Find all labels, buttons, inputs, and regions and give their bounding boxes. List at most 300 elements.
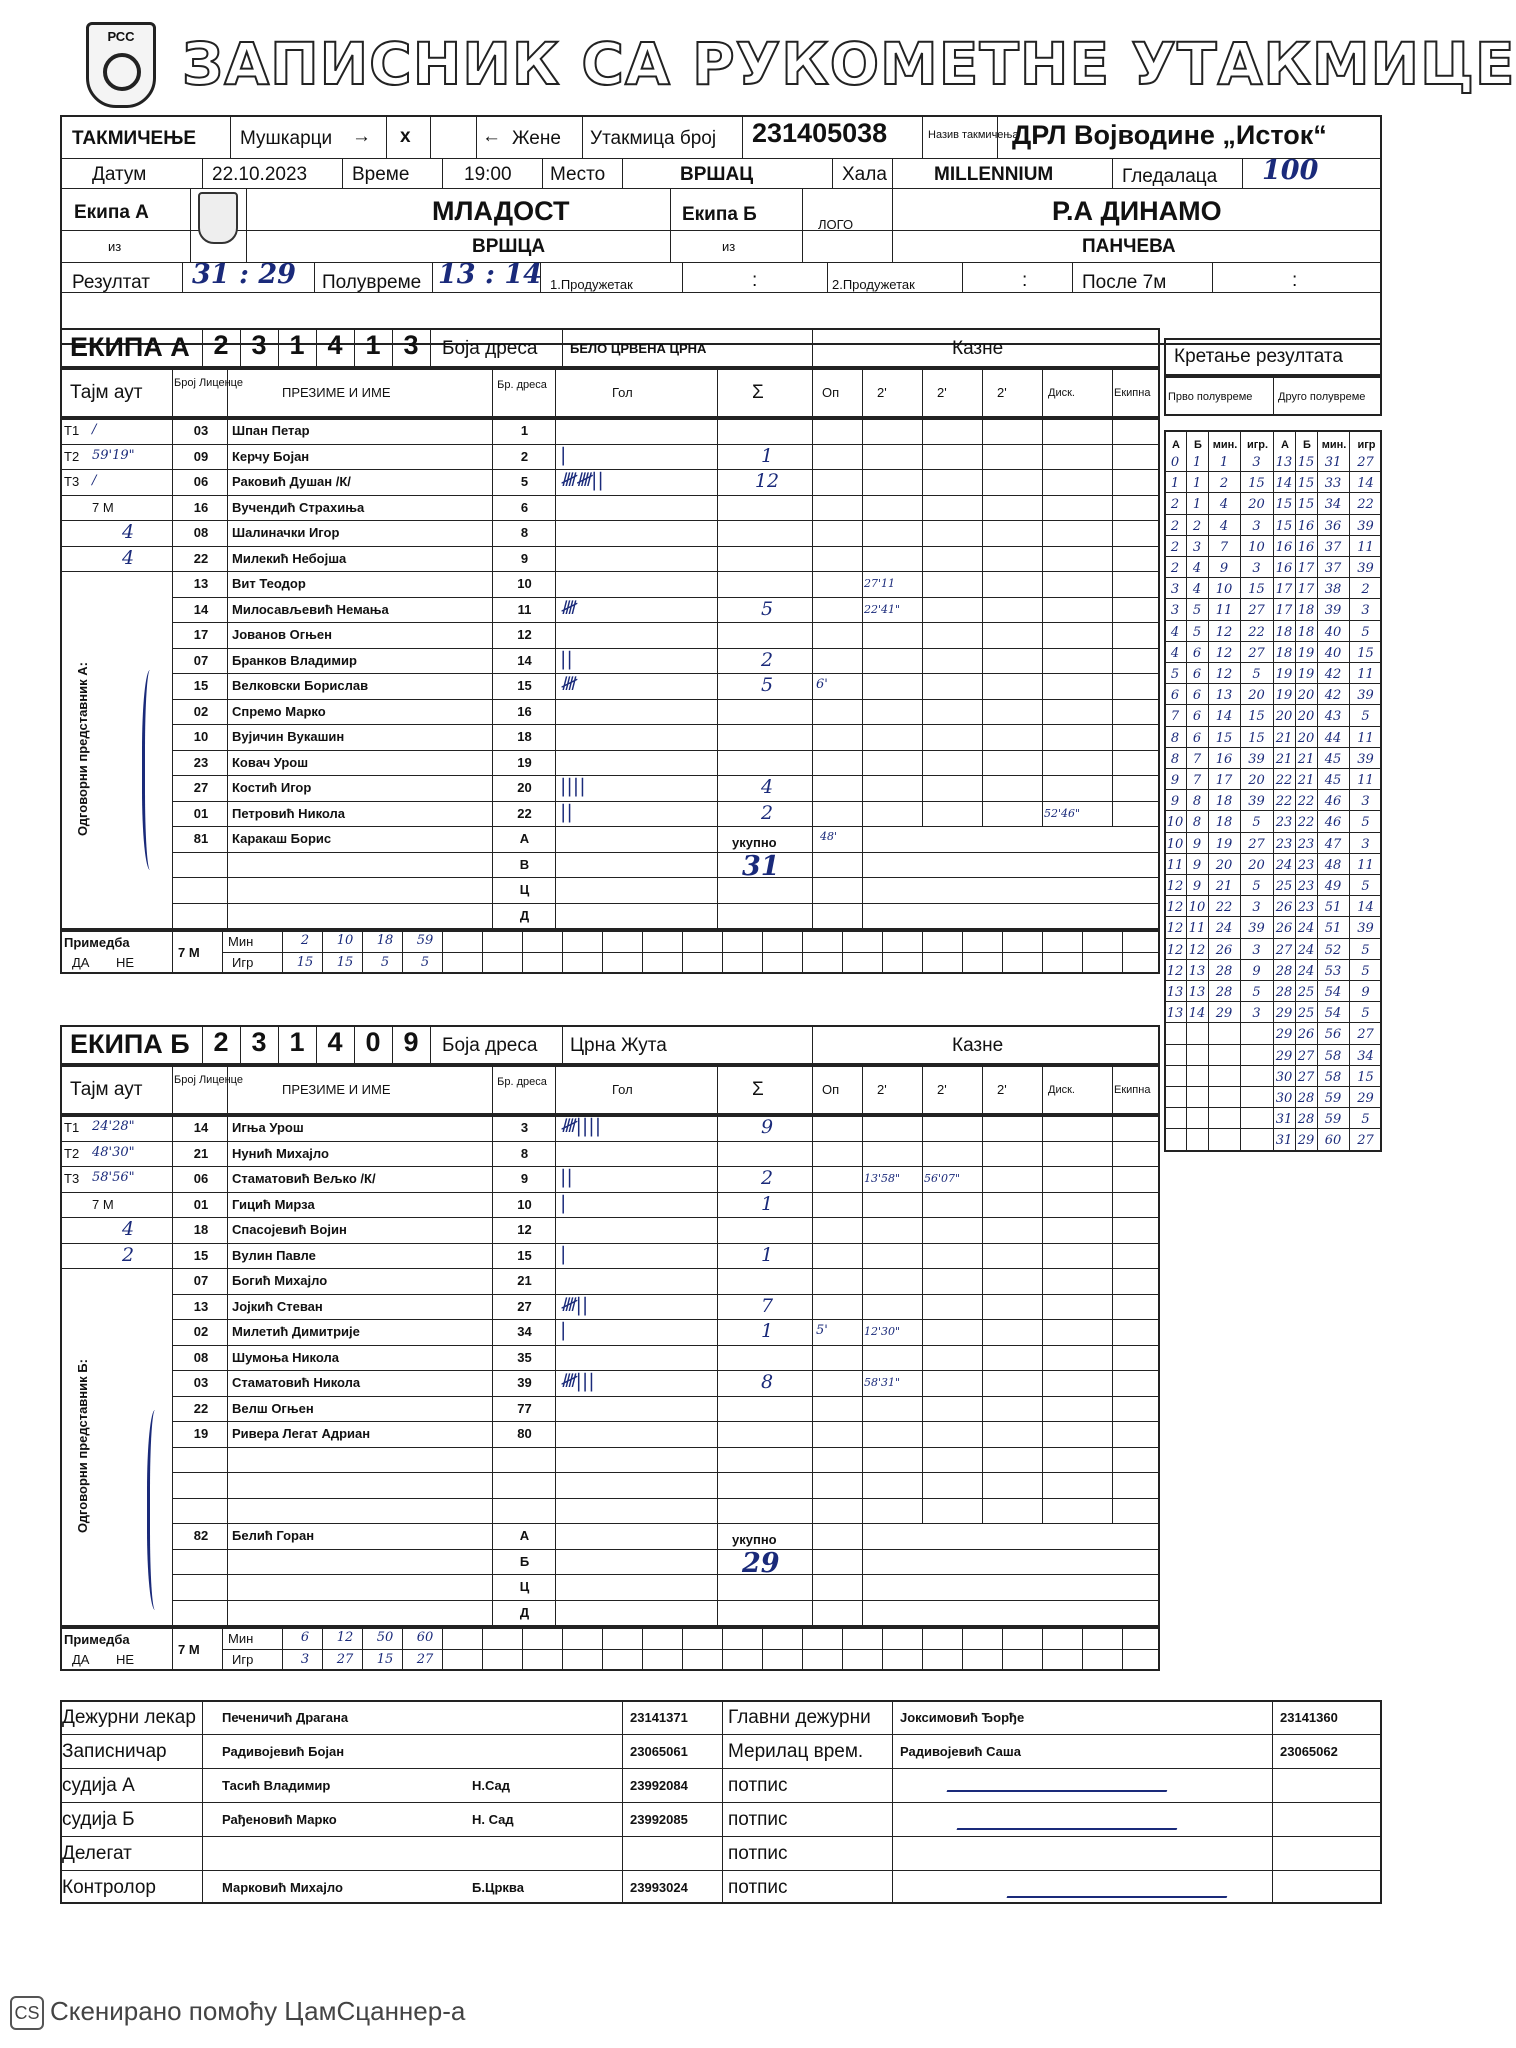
progress-second-cell: 9 — [1361, 985, 1370, 1000]
grid-line — [1164, 577, 1382, 578]
grid-line — [622, 158, 623, 188]
grid-line — [172, 368, 173, 418]
progress-second-cell: 58 — [1324, 1048, 1342, 1064]
staff-id: 23993024 — [630, 1880, 688, 1895]
grid-line — [562, 1025, 563, 1065]
progress-first-cell: 5 — [1192, 624, 1202, 640]
controller-signature — [1007, 1868, 1238, 1898]
progress-first-cell: 6 — [1192, 730, 1202, 746]
team_a-code-digit: 1 — [365, 330, 381, 360]
progress-first-cell: 5 — [1252, 667, 1261, 682]
team_a-player-goal-tally: 𝍸 — [560, 596, 576, 619]
team_a-player-number: 20 — [517, 780, 532, 795]
progress-first-cell: 1 — [1192, 497, 1202, 513]
progress-second-cell: 11 — [1357, 539, 1374, 555]
team_a-official-role: В — [519, 856, 530, 872]
progress-first-cell: 12 — [1215, 667, 1233, 682]
team_a-player-goal-tally: || — [560, 647, 573, 670]
grid-line — [432, 262, 433, 292]
progress-second-cell: 20 — [1275, 709, 1293, 725]
team_a-player-name: Бранков Владимир — [232, 652, 357, 668]
grid-line — [172, 826, 173, 928]
grid-line — [555, 1523, 556, 1625]
progress-first-cell: 4 — [1170, 624, 1180, 640]
grid-line — [882, 1627, 883, 1671]
grid-line — [522, 1627, 523, 1671]
team_a-7m-value: 4 — [122, 546, 135, 569]
team_a-official-warning: 48' — [820, 830, 838, 843]
match-sheet — [52, 10, 1516, 1920]
team_a-player-goal-tally: | — [560, 443, 567, 466]
grid-line — [202, 1700, 203, 1904]
progress-second-cell: 58 — [1324, 1069, 1342, 1085]
progress-second-cell: 48 — [1324, 857, 1342, 873]
progress-second-cell: 2 — [1361, 582, 1370, 598]
team_a-col-team: Екипна — [1114, 387, 1151, 399]
staff-role-2: потпис — [728, 1775, 788, 1796]
team_a-official-role: Ц — [519, 882, 530, 897]
progress-second-cell: 11 — [1357, 857, 1374, 873]
progress-second-cell: 25 — [1297, 1006, 1315, 1022]
team_b-player-goal-sum: 7 — [760, 1294, 774, 1317]
grid-line — [1164, 641, 1382, 642]
team_b-total-label: укупно — [732, 1532, 777, 1547]
progress-second-cell: 18 — [1297, 624, 1315, 640]
team_b-7m-min-label: Мин — [228, 1631, 254, 1646]
team_b-player-number: 35 — [517, 1349, 532, 1365]
staff-role: судија Б — [62, 1809, 135, 1830]
staff-role-2: Мерилац врем. — [728, 1741, 864, 1762]
progress-second-cell: 29 — [1275, 1027, 1293, 1043]
camscanner-icon: CS — [10, 1996, 44, 2030]
grid-line — [442, 930, 443, 974]
progress-second-cell: 25 — [1275, 879, 1293, 894]
team_a-timeout-value: 59'19" — [92, 447, 135, 463]
team-a-from-label: из — [108, 239, 122, 254]
grid-line — [1242, 158, 1243, 188]
scan-note — [10, 1996, 465, 2030]
team_a-7m-min-label: Мин — [228, 934, 254, 949]
progress-first-cell: 1 — [1192, 476, 1202, 492]
grid-line — [442, 1627, 443, 1671]
grid-line — [402, 930, 403, 974]
progress-second-cell: 24 — [1297, 963, 1315, 979]
grid-line — [172, 1498, 1160, 1499]
progress-first-cell: 24 — [1215, 921, 1233, 937]
team_b-col-license: Број Лиценце — [174, 1074, 243, 1086]
progress-first-cell: 14 — [1188, 1006, 1206, 1022]
team_a-7m-igr-value: 15 — [336, 955, 354, 970]
grid-line — [60, 495, 172, 496]
team_a-official-name: Каракаш Борис — [232, 831, 332, 846]
progress-second-cell: 3 — [1361, 836, 1370, 852]
grid-line — [1164, 853, 1382, 854]
team_a-player-goal-sum: 4 — [760, 776, 774, 798]
team_a-player-name: Јованов Огњен — [232, 627, 333, 642]
team_a-player-license: 17 — [193, 627, 209, 642]
team_a-code-digit: 4 — [327, 330, 343, 360]
progress-second-cell: 15 — [1297, 497, 1315, 513]
team_b-7m-igr-value: 27 — [416, 1652, 434, 1667]
match-date: 22.10.2023 — [212, 164, 308, 185]
team_b-player-name: Спасојевић Војин — [232, 1222, 347, 1237]
team_b-col-team: Екипна — [1114, 1084, 1151, 1096]
team_b-code-digit: 3 — [251, 1027, 267, 1057]
progress-first-cell: 3 — [1252, 900, 1261, 916]
progress-second-cell: 39 — [1324, 603, 1342, 619]
progress-first-cell: 3 — [1252, 942, 1261, 958]
grid-line — [1042, 1627, 1043, 1671]
competition-x-mark: x — [400, 126, 411, 147]
team_a-player-number: 10 — [517, 576, 532, 591]
team_b-player-warning: 5' — [816, 1323, 828, 1338]
team_a-player-license: 02 — [193, 703, 209, 719]
team_a-player-warning: 6' — [816, 677, 828, 692]
team_b-official-role: А — [519, 1528, 530, 1543]
progress-first-cell: 2 — [1192, 518, 1202, 534]
team_b-7m-igr-label: Игр — [232, 1652, 254, 1667]
team_a-total-label: укупно — [732, 835, 777, 850]
team_b-col-2min-3: 2' — [997, 1082, 1007, 1097]
grid-line — [1164, 810, 1382, 811]
grid-line — [562, 930, 563, 974]
grid-line — [1164, 1150, 1382, 1151]
staff-name-2: Радивојевић Саша — [900, 1744, 1021, 1759]
grid-line — [430, 1025, 431, 1065]
referee-a-signature — [947, 1762, 1178, 1792]
team_b-player-number: 21 — [517, 1273, 532, 1288]
progress-second-cell: 5 — [1361, 942, 1370, 958]
progress-first-cell: 3 — [1252, 455, 1261, 470]
progress-second-cell: 34 — [1357, 1048, 1374, 1064]
progress-second-cell: 29 — [1275, 1006, 1293, 1022]
staff-city: Н. Сад — [472, 1812, 514, 1827]
progress-second-cell: 31 — [1275, 1112, 1293, 1128]
team_a-player-number: 1 — [520, 423, 529, 438]
team_a-timeout-value: / — [92, 473, 97, 488]
staff-city: Б.Црква — [472, 1880, 524, 1895]
match-number-label: Утакмица број — [590, 128, 717, 149]
team_a-player-goal-tally: 𝍸 — [560, 673, 576, 695]
team_b-player-number: 27 — [517, 1298, 532, 1314]
grid-line — [862, 1523, 863, 1625]
progress-first-cell: 15 — [1248, 730, 1265, 746]
team_b-col-name: ПРЕЗИМЕ И ИМЕ — [282, 1082, 391, 1097]
result-label: Резултат — [72, 272, 150, 293]
grid-line — [1164, 1001, 1382, 1002]
grid-line — [1164, 1128, 1382, 1129]
progress-first-cell: 4 — [1219, 518, 1229, 534]
progress-second-cell: 38 — [1324, 582, 1342, 598]
progress-second-cell: 22 — [1297, 815, 1315, 831]
grid-line — [1164, 895, 1382, 896]
progress-first-cell: 26 — [1215, 942, 1233, 958]
progress-second-cell: 31 — [1275, 1133, 1293, 1149]
progress-first-cell: 20 — [1248, 857, 1265, 873]
staff-name: Марковић Михајло — [222, 1880, 343, 1895]
handball-icon — [103, 53, 141, 91]
grid-line — [962, 1627, 963, 1671]
progress-second-cell: 47 — [1324, 836, 1342, 852]
progress-second-cell: 18 — [1297, 603, 1315, 619]
team_a-col-2min-2: 2' — [937, 385, 947, 400]
grid-line — [476, 115, 477, 158]
team_b-code-digit: 2 — [213, 1027, 229, 1057]
team-a-logo — [198, 192, 238, 244]
grid-line — [922, 930, 923, 974]
grid-line — [1002, 930, 1003, 974]
team_a-official-license: 81 — [193, 831, 209, 846]
grid-line — [1072, 262, 1073, 292]
final-result: 31 : 29 — [192, 259, 296, 290]
team_b-player-number: 34 — [517, 1324, 532, 1339]
team_b-col-jersey: Бр. дреса — [497, 1076, 547, 1088]
progress-second-cell: 16 — [1297, 518, 1315, 534]
progress-first-cell: 15 — [1248, 709, 1265, 725]
progress-second-cell: 43 — [1324, 709, 1342, 725]
team_a-player-goal-sum: 1 — [760, 444, 774, 467]
progress-second-cell: 54 — [1324, 1006, 1342, 1022]
team_b-player-license: 18 — [193, 1222, 209, 1237]
grid-line — [670, 188, 671, 262]
progress-second-cell: 40 — [1324, 645, 1342, 661]
team_a-player-number: 14 — [517, 652, 532, 668]
team_b-player-name: Стаматовић Никола — [232, 1375, 361, 1390]
team_b-player-goal-sum: 1 — [760, 1192, 774, 1215]
progress-first-cell: 4 — [1219, 497, 1229, 513]
staff-role-2: потпис — [728, 1843, 788, 1864]
grid-line — [717, 368, 718, 418]
grid-line — [812, 826, 813, 928]
team_b-player-name: Игња Урош — [232, 1120, 304, 1135]
grid-line — [60, 571, 172, 572]
team_b-official-role: Д — [519, 1604, 530, 1620]
progress-second-cell: 22 — [1275, 794, 1293, 810]
progress-second-cell: 11 — [1357, 730, 1374, 746]
team_a-player-number: 5 — [520, 474, 529, 489]
progress-second-cell: 21 — [1297, 773, 1315, 788]
team_b-col-2min-2: 2' — [937, 1082, 947, 1097]
progress-second-cell: 27 — [1297, 1048, 1315, 1064]
team_b-player-goal-sum: 8 — [760, 1371, 774, 1393]
progress-second-cell: 39 — [1357, 688, 1374, 704]
progress-first-cell: 16 — [1215, 751, 1233, 767]
team_b-player-license: 06 — [193, 1171, 209, 1186]
team_a-player-license: 16 — [193, 499, 209, 515]
team_b-player-license: 14 — [193, 1120, 209, 1135]
grid-line — [172, 1065, 173, 1115]
grid-line — [227, 1523, 228, 1625]
team_a-player-name: Вујичин Вукашин — [232, 729, 345, 744]
grid-line — [1164, 789, 1382, 790]
team_b-code-digit: 1 — [289, 1027, 305, 1057]
team-b-rep-signature — [147, 1410, 167, 1610]
progress-first-cell: 5 — [1170, 667, 1180, 682]
staff-role-2: потпис — [728, 1877, 788, 1898]
progress-first-cell: 5 — [1252, 985, 1261, 1000]
grid-line — [1164, 1086, 1382, 1087]
grid-line — [1082, 930, 1083, 974]
grid-line — [582, 115, 583, 158]
progress-second-cell: 5 — [1361, 879, 1370, 894]
progress-first-cell: 13 — [1188, 963, 1206, 979]
grid-line — [1164, 556, 1382, 557]
grid-line — [922, 368, 923, 418]
progress-first-cell: 20 — [1215, 857, 1233, 873]
progress-first-cell: 2 — [1170, 561, 1180, 576]
grid-line — [602, 1627, 603, 1671]
team_a-timeout-value: / — [92, 422, 97, 437]
progress-second-cell: 19 — [1275, 688, 1293, 704]
progress-first-cell: 3 — [1170, 603, 1180, 619]
team_a-player-license: 22 — [193, 550, 209, 566]
progress-first-cell: 39 — [1248, 921, 1265, 937]
team_a-col-name: ПРЕЗИМЕ И ИМЕ — [282, 385, 391, 400]
grid-line — [172, 826, 1160, 827]
team_a-player-goal-sum: 5 — [760, 674, 774, 696]
team_b-7m-igr-value: 15 — [376, 1652, 394, 1667]
team_b-remark-label: Примедба — [64, 1632, 130, 1647]
progress-first-cell: 8 — [1170, 751, 1180, 767]
progress-second-half-label: Друго полувреме — [1278, 391, 1366, 403]
progress-first-half-label: Прво полувреме — [1168, 391, 1253, 403]
progress-first-cell: 20 — [1248, 497, 1265, 513]
progress-first-cell: 7 — [1170, 709, 1180, 725]
grid-line — [1112, 368, 1113, 418]
team_b-col-warn: Оп — [822, 1082, 840, 1097]
team_a-col-license: Број Лиценце — [174, 377, 243, 389]
team_b-player-suspension-2: 56'07" — [924, 1172, 961, 1185]
progress-first-cell: 11 — [1215, 603, 1233, 619]
team_b-player-goal-tally: | — [560, 1319, 567, 1341]
progress-second-cell: 13 — [1275, 455, 1293, 470]
team_b-representative-label: Одговорни представник Б: — [75, 1359, 90, 1534]
team_b-player-license: 15 — [193, 1247, 209, 1263]
staff-name: Печеничић Драгана — [222, 1710, 349, 1725]
progress-second-cell: 60 — [1324, 1133, 1342, 1149]
grid-line — [60, 230, 1382, 231]
progress-first-cell: 9 — [1192, 879, 1202, 894]
progress-second-cell: 56 — [1324, 1027, 1342, 1043]
team_a-7m-igr-value: 5 — [420, 955, 430, 970]
team_b-player-suspension-1: 58'31" — [864, 1376, 901, 1389]
progress-first-cell: 1 — [1219, 455, 1229, 470]
progress-second-cell: 29 — [1357, 1091, 1374, 1106]
progress-second-cell: 36 — [1324, 518, 1342, 534]
progress-second-cell: 42 — [1324, 688, 1342, 704]
grid-line — [1164, 1065, 1382, 1066]
progress-first-cell: 4 — [1192, 582, 1202, 598]
team_b-player-goal-tally: | — [560, 1191, 567, 1214]
progress-first-cell: 12 — [1188, 942, 1206, 958]
progress-first-cell: 5 — [1192, 603, 1202, 619]
grid-line — [60, 1268, 172, 1269]
grid-line — [172, 852, 1160, 853]
grid-line — [922, 115, 923, 158]
team_b-col-timeout: Тајм аут — [70, 1079, 143, 1100]
team_a-col-sum: Σ — [752, 382, 764, 403]
team_b-player-name: Милетић Димитрије — [232, 1324, 360, 1339]
team_a-player-license: 10 — [193, 729, 209, 744]
team_a-player-license: 13 — [193, 576, 209, 591]
team_b-7m-min-value: 6 — [300, 1630, 310, 1645]
overtime1-result: : — [752, 270, 758, 291]
progress-first-cell: 12 — [1215, 624, 1233, 640]
team_b-timeout-value: 58'56" — [92, 1170, 135, 1185]
progress-col-header: игр — [1357, 439, 1376, 451]
team_a-player-number: 19 — [517, 754, 532, 770]
overtime2-label: 2.Продужетак — [832, 277, 915, 292]
grid-line — [542, 158, 543, 188]
grid-line — [172, 1574, 1160, 1575]
progress-first-cell: 9 — [1192, 836, 1202, 852]
progress-second-cell: 15 — [1297, 476, 1315, 492]
staff-role-2: Главни дежурни — [728, 1707, 871, 1728]
team_a-col-2min-1: 2' — [877, 385, 887, 400]
progress-first-cell: 9 — [1170, 794, 1180, 810]
team_b-player-number: 3 — [520, 1120, 529, 1135]
progress-first-cell: 14 — [1215, 709, 1233, 725]
team_a-code-digit: 3 — [251, 330, 267, 360]
team_b-timeout-value: 24'28" — [92, 1119, 135, 1134]
grid-line — [172, 1141, 1160, 1142]
progress-second-cell: 18 — [1275, 645, 1293, 661]
progress-first-cell: 17 — [1215, 773, 1233, 788]
progress-col-header: Б — [1194, 439, 1202, 451]
grid-line — [492, 826, 493, 928]
progress-second-cell: 44 — [1324, 730, 1342, 746]
progress-first-cell: 13 — [1215, 688, 1233, 704]
grid-line — [862, 368, 863, 418]
progress-second-cell: 17 — [1297, 561, 1315, 576]
progress-first-cell: 9 — [1192, 857, 1202, 873]
federation-logo — [86, 22, 156, 108]
progress-second-cell: 23 — [1297, 857, 1315, 873]
team_b-player-number: 10 — [517, 1196, 532, 1212]
team_a-col-disq: Диск. — [1048, 387, 1075, 399]
progress-second-cell: 27 — [1357, 1027, 1374, 1043]
staff-role-2: потпис — [728, 1809, 788, 1830]
progress-first-cell: 27 — [1248, 836, 1265, 852]
progress-second-cell: 53 — [1324, 963, 1342, 979]
progress-first-cell: 18 — [1215, 815, 1233, 831]
grid-line — [386, 115, 387, 158]
team_a-jersey-color: БЕЛО ЦРВЕНА ЦРНА — [570, 341, 707, 356]
progress-second-cell: 21 — [1275, 751, 1293, 767]
progress-first-cell: 12 — [1166, 900, 1184, 916]
match-hall: MILLENNIUM — [934, 164, 1054, 185]
grid-line — [1042, 368, 1043, 418]
progress-second-cell: 20 — [1297, 730, 1315, 746]
grid-line — [60, 520, 172, 521]
staff-role: Записничар — [62, 1741, 167, 1762]
staff-role: Контролор — [62, 1877, 156, 1898]
grid-line — [892, 188, 893, 262]
grid-line — [642, 1627, 643, 1671]
progress-second-cell: 16 — [1275, 561, 1293, 576]
team_a-remark-label: Примедба — [64, 935, 130, 950]
team_a-player-number: 18 — [517, 729, 532, 744]
progress-second-cell: 24 — [1297, 921, 1315, 937]
progress-col-header: мин. — [1321, 439, 1347, 451]
progress-second-cell: 45 — [1324, 751, 1342, 767]
grid-line — [430, 115, 431, 158]
competition-name-label: Назив такмичења — [928, 129, 1019, 141]
grid-line — [60, 188, 1382, 189]
progress-first-cell: 15 — [1248, 582, 1265, 598]
progress-first-cell: 3 — [1170, 582, 1180, 598]
staff-role: Делегат — [62, 1843, 132, 1864]
